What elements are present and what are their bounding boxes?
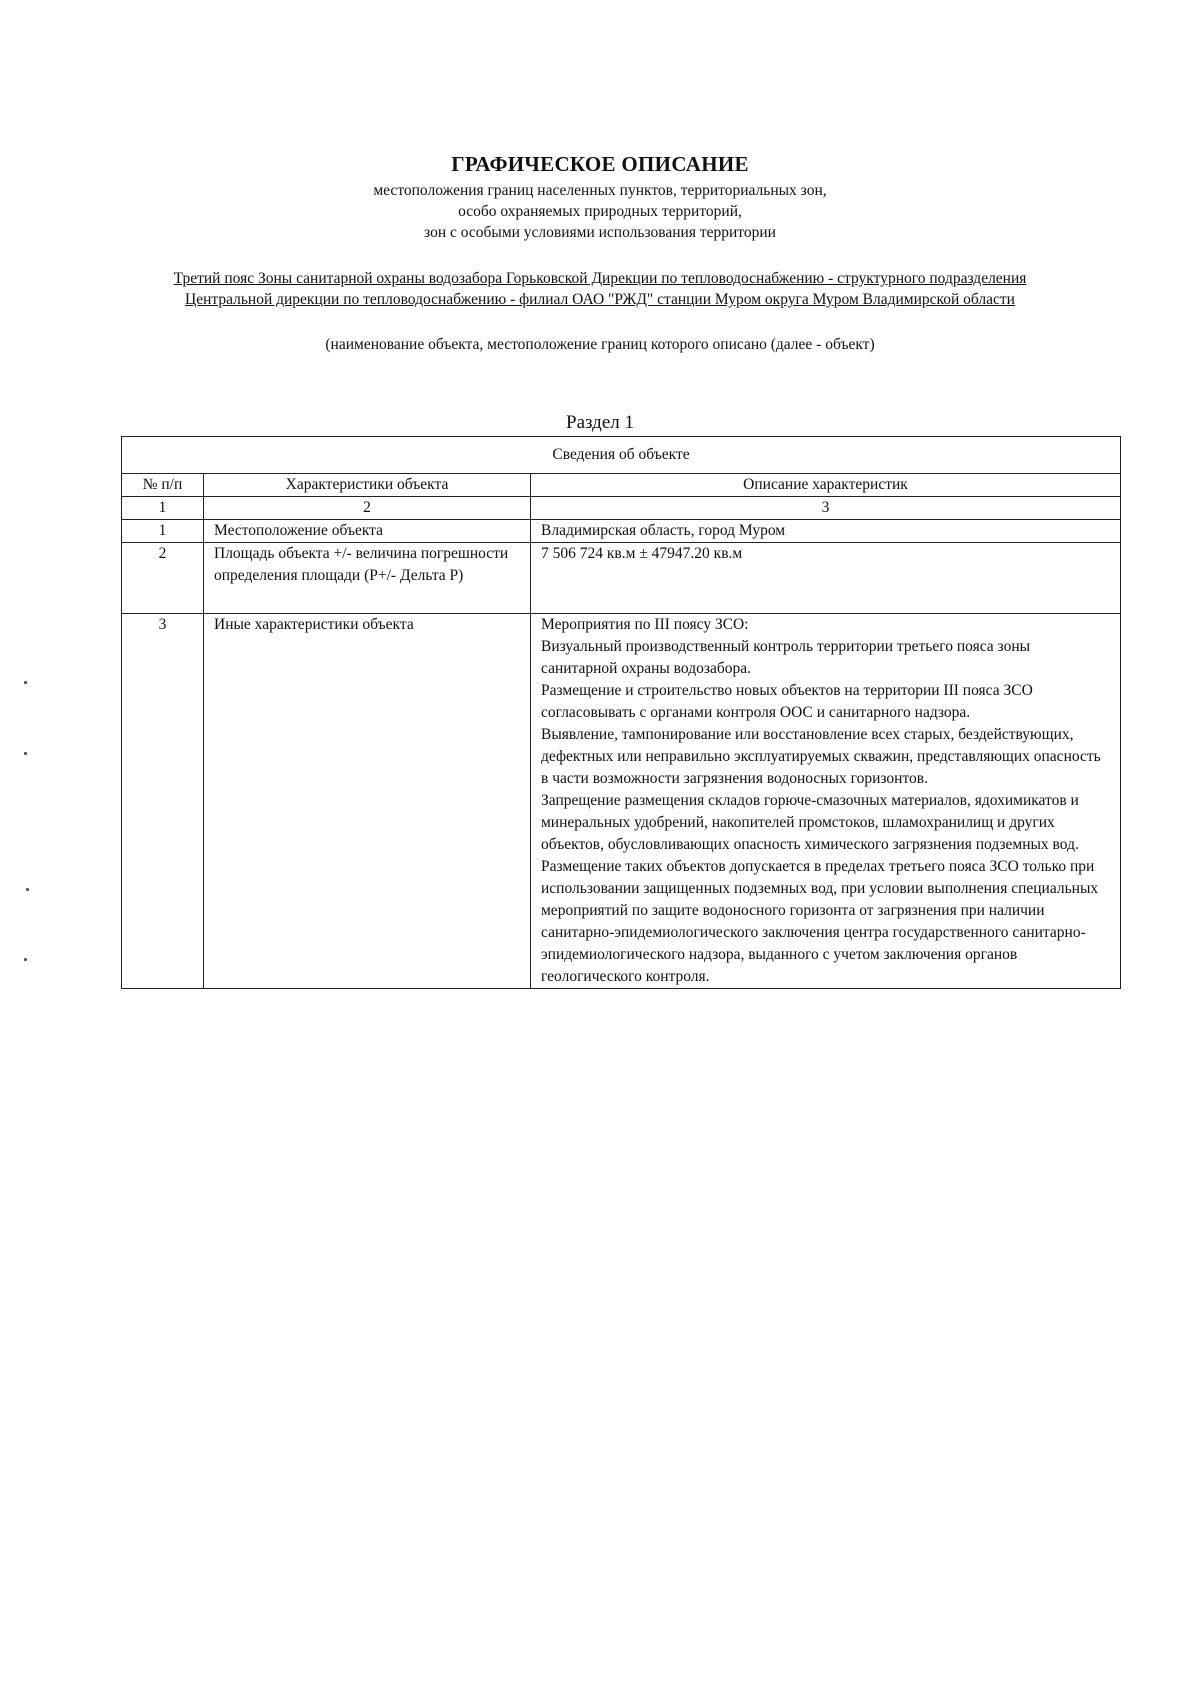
- row-description: [531, 614, 1121, 989]
- scan-speck: [24, 681, 27, 684]
- table-row: [122, 543, 1121, 614]
- row-characteristic: Иные характеристики объекта: [204, 614, 531, 989]
- object-info-table: [121, 436, 1121, 989]
- row-characteristic: Местоположение объекта: [204, 520, 531, 543]
- document-title: ГРАФИЧЕСКОЕ ОПИСАНИЕ: [451, 152, 749, 176]
- table-caption: Сведения об объекте: [122, 437, 1121, 474]
- description-paragraph: Запрещение размещения складов горюче-смазочных материалов, ядохимикатов и минеральных удобрений, накопителей промстоков, шламохранилищ и других объектов, обусловливающих опасность химического загрязнения подземных вод.: [541, 792, 1079, 853]
- description-paragraph: Выявление, тампонирование или восстановление всех старых, бездействующих, дефектных или неправильно эксплуатируемых скважин, представляющих опасность в части возможности загрязнения водоносных горизонтов.: [541, 726, 1101, 787]
- table-row: [122, 520, 1121, 543]
- scan-speck: [26, 888, 29, 891]
- scan-speck: [24, 958, 27, 961]
- subtitle-line: особо охраняемых природных территорий,: [458, 203, 742, 220]
- table-row: [122, 614, 1121, 989]
- row-characteristic: Площадь объекта +/- величина погрешности определения площади (Р+/- Дельта Р): [204, 543, 531, 614]
- row-number: 2: [122, 543, 204, 614]
- subtitle-line: зон с особыми условиями использования территории: [424, 224, 776, 241]
- description-paragraph: Мероприятия по III поясу ЗСО:: [541, 616, 749, 633]
- column-number: 2: [204, 497, 531, 520]
- object-name: Третий пояс Зоны санитарной охраны водозабора Горьковской Дирекции по тепловодоснабжению - структурного подразделения Центральной дирекции по тепловодоснабжению - филиал ОАО "РЖД" станции Муром округа Муром Владимирской области: [173, 270, 1027, 308]
- description-paragraph: 7 506 724 кв.м ± 47947.20 кв.м: [541, 545, 743, 562]
- object-name-note: (наименование объекта, местоположение границ которого описано (далее - объект): [325, 336, 875, 353]
- document-subtitle: [0, 180, 1200, 243]
- row-number: 1: [122, 520, 204, 543]
- description-paragraph: Владимирская область, город Муром: [541, 522, 786, 539]
- description-paragraph: Размещение и строительство новых объектов на территории III пояса ЗСО согласовывать с органами контроля ООС и санитарного надзора.: [541, 682, 1033, 721]
- column-numbers-row: [122, 497, 1121, 520]
- column-header-description: Описание характеристик: [531, 474, 1121, 497]
- description-paragraph: Визуальный производственный контроль территории третьего пояса зоны санитарной охраны водозабора.: [541, 638, 1031, 677]
- column-header-num: № п/п: [122, 474, 204, 497]
- row-description: [531, 520, 1121, 543]
- column-number: 3: [531, 497, 1121, 520]
- column-header-characteristic: Характеристики объекта: [204, 474, 531, 497]
- table-header-row: [122, 474, 1121, 497]
- row-description: [531, 543, 1121, 614]
- subtitle-line: местоположения границ населенных пунктов, территориальных зон,: [373, 182, 827, 199]
- column-number: 1: [122, 497, 204, 520]
- section-title: Раздел 1: [566, 412, 634, 433]
- description-paragraph: Размещение таких объектов допускается в пределах третьего пояса ЗСО только при использовании защищенных подземных вод, при условии выполнения специальных мероприятий по защите водоносного горизонта от загрязнения при наличии санитарно-эпидемиологического заключения центра государственного санитарно-эпидемиологического надзора, выданного с учетом заключения органов геологического контроля.: [541, 858, 1099, 985]
- row-number: 3: [122, 614, 204, 989]
- scan-speck: [24, 752, 27, 755]
